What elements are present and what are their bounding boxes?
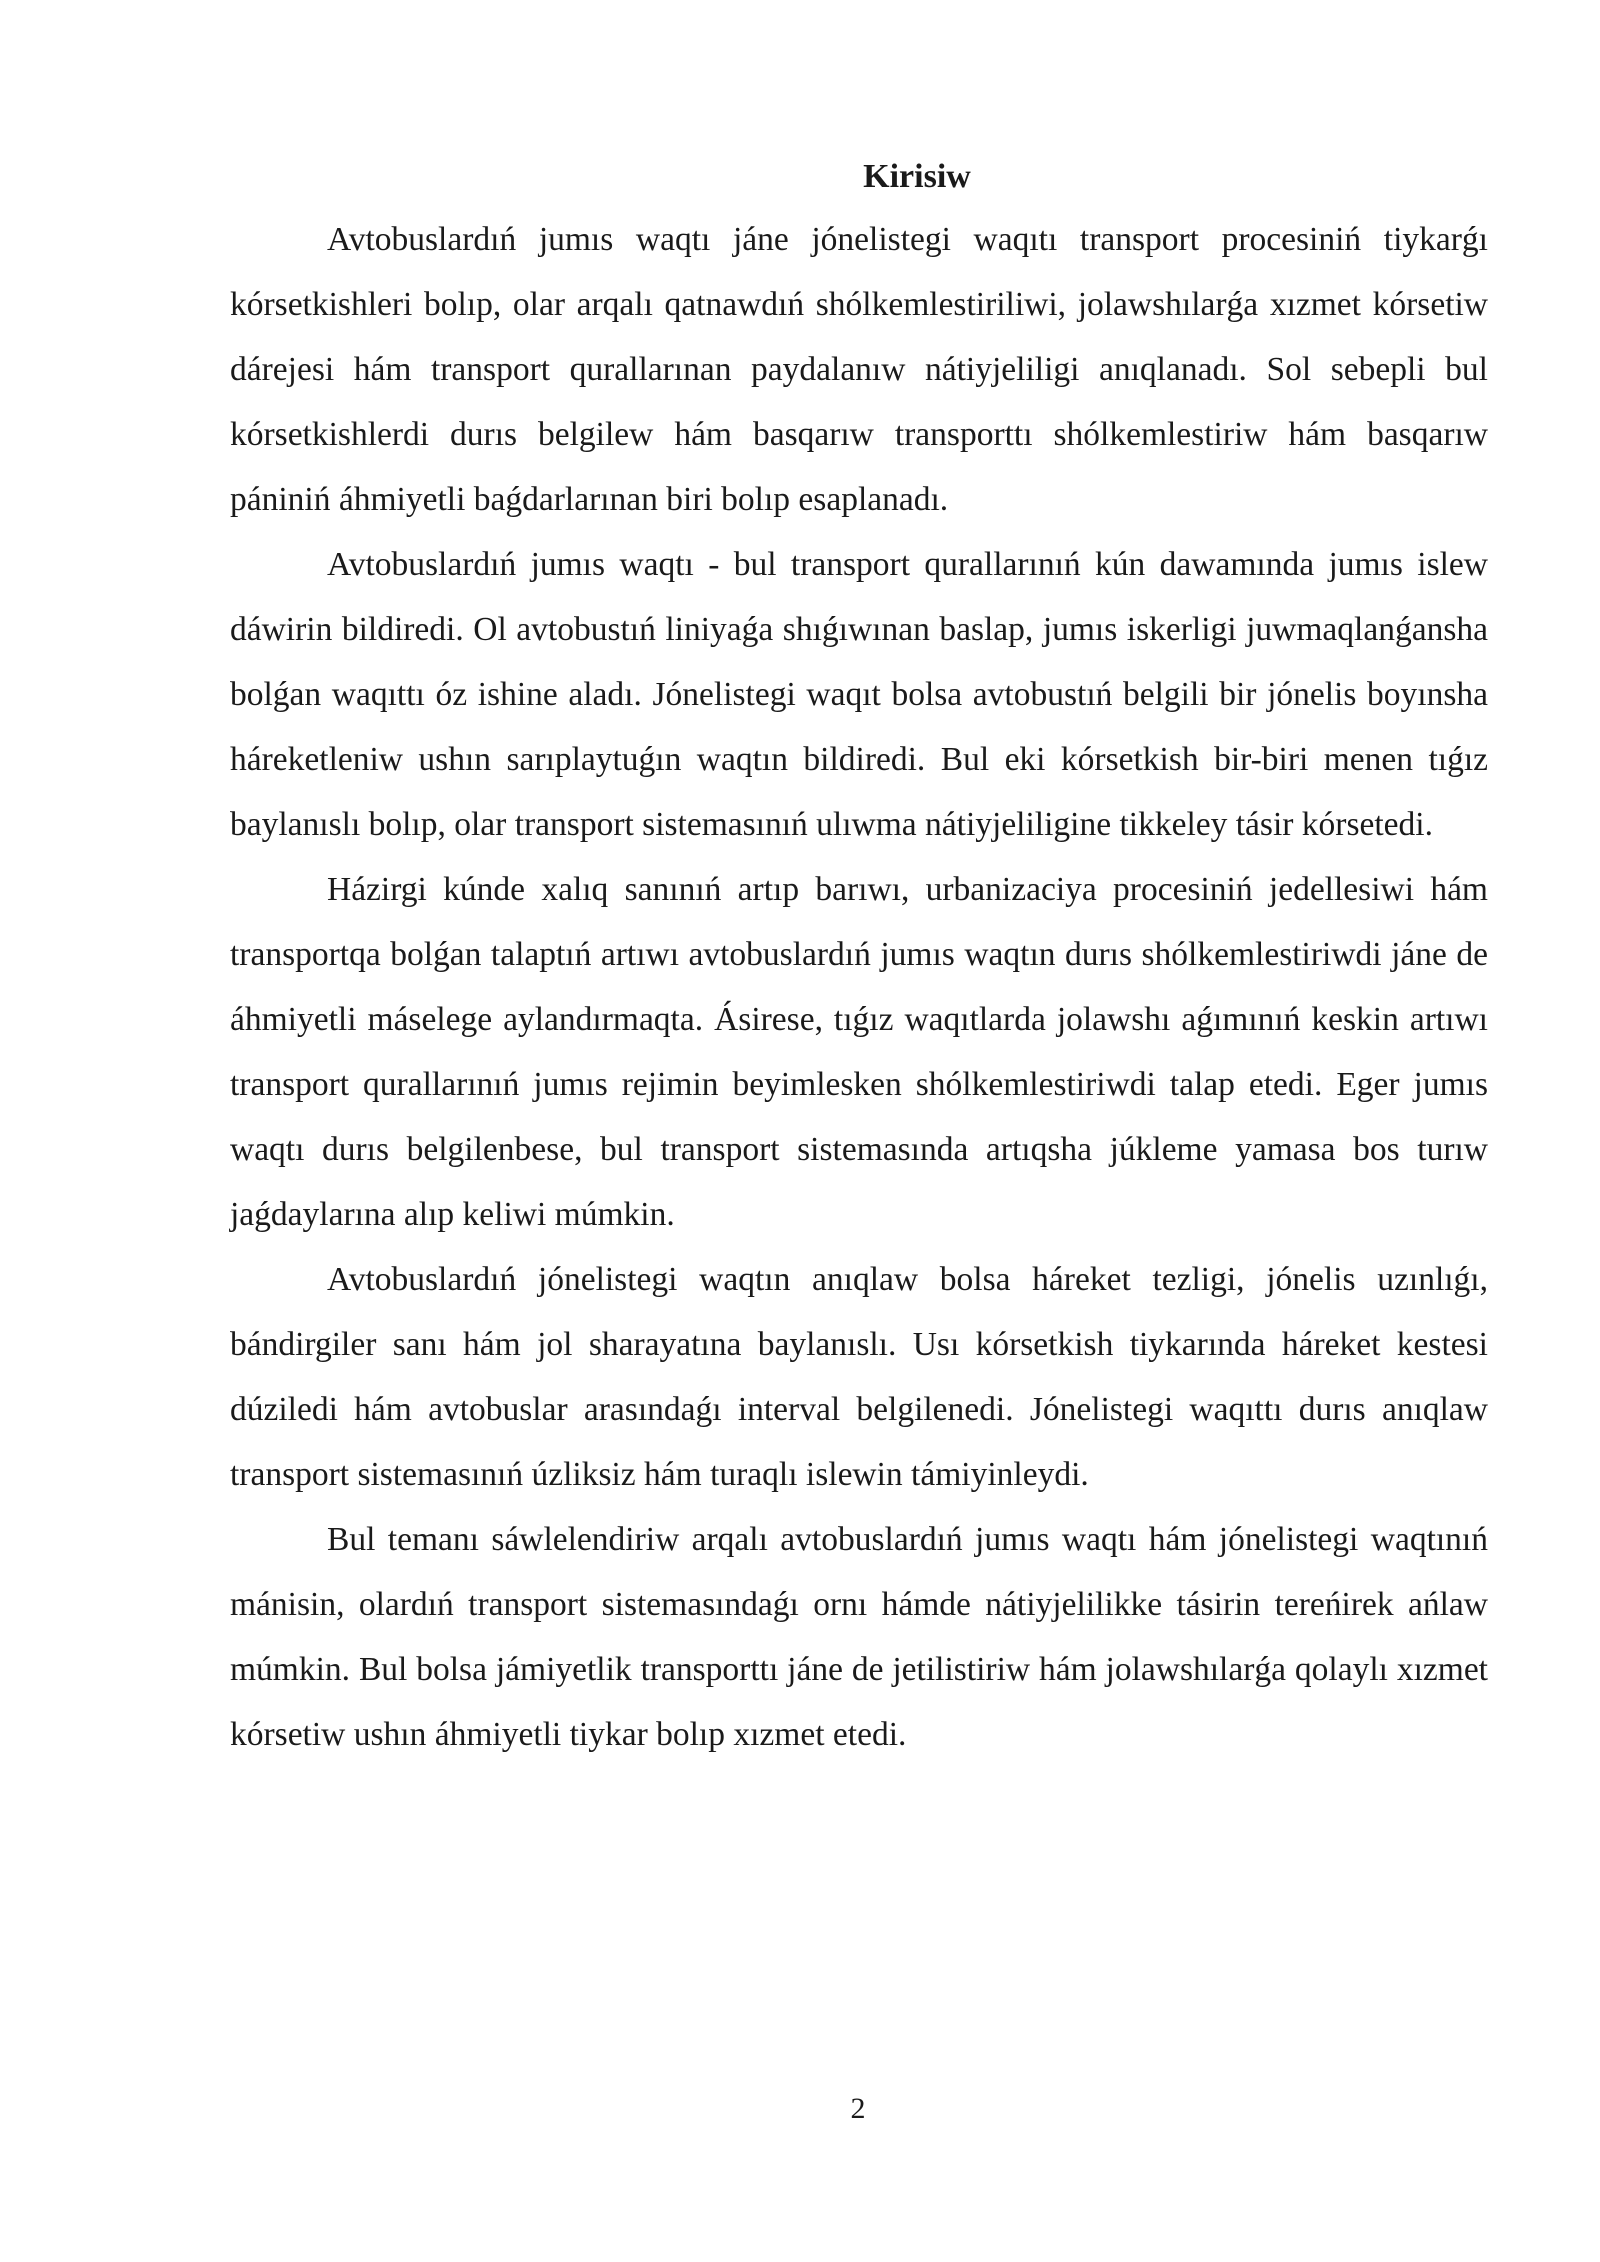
- page-body: [230, 150, 1488, 1767]
- paragraph-3: Házirgi kúnde xalıq sanınıń artıp barıwı, urbanizaciya procesiniń jedellesiwi hám transportqa bolǵan talaptıń artıwı avtobuslardıń jumıs waqtın durıs shólkemlestiriwdi jáne de áhmiyetli máselege aylandırmaqta. Ásirese, tıǵız waqıtlarda jolawshı aǵımınıń keskin artıwı transport qurallarınıń jumıs rejimin beyimlesken shólkemlestiriwdi talap etedi. Eger jumıs waqtı durıs belgilenbese, bul transport sistemasında artıqsha júkleme yamasa bos turıw jaǵdaylarına alıp keliwi múmkin.: [230, 871, 1488, 1233]
- page-number: 2: [850, 2092, 866, 2125]
- paragraph-1: Avtobuslardıń jumıs waqtı jáne jónelistegi waqıtı transport procesiniń tiykarǵı kórsetkishleri bolıp, olar arqalı qatnawdıń shólkemlestiriliwi, jolawshılarǵa xızmet kórsetiw dárejesi hám transport qurallarınan paydalanıw nátiyjeliligi anıqlanadı. Sol sebepli bul kórsetkishlerdi durıs belgilew hám basqarıw transporttı shólkemlestiriw hám basqarıw pániniń áhmiyetli baǵdarlarınan biri bolıp esaplanadı.: [230, 221, 1488, 518]
- page-title: Kirisiw: [863, 158, 971, 195]
- paragraph-5: Bul temanı sáwlelendiriw arqalı avtobuslardıń jumıs waqtı hám jónelistegi waqtınıń mánisin, olardıń transport sistemasındaǵı ornı hámde nátiyjelilikke tásirin tereńirek ańlaw múmkin. Bul bolsa jámiyetlik transporttı jáne de jetilistiriw hám jolawshılarǵa qolaylı xızmet kórsetiw ushın áhmiyetli tiykar bolıp xızmet etedi.: [230, 1521, 1488, 1753]
- paragraph-2: Avtobuslardıń jumıs waqtı - bul transport qurallarınıń kún dawamında jumıs islew dáwirin bildiredi. Ol avtobustıń liniyaǵa shıǵıwınan baslap, jumıs iskerligi juwmaqlanǵansha bolǵan waqıttı óz ishine aladı. Jónelistegi waqıt bolsa avtobustıń belgili bir jónelis boyınsha háreketleniw ushın sarıplaytuǵın waqtın bildiredi. Bul eki kórsetkish bir-biri menen tıǵız baylanıslı bolıp, olar transport sistemasınıń ulıwma nátiyjeliligine tikkeley tásir kórsetedi.: [230, 546, 1488, 843]
- paragraph-4: Avtobuslardıń jónelistegi waqtın anıqlaw bolsa háreket tezligi, jónelis uzınlıǵı, bándirgiler sanı hám jol sharayatına baylanıslı. Usı kórsetkish tiykarında háreket kestesi dúziledi hám avtobuslar arasındaǵı interval belgilenedi. Jónelistegi waqıttı durıs anıqlaw transport sistemasınıń úzliksiz hám turaqlı islewin támiyinleydi.: [230, 1261, 1488, 1493]
